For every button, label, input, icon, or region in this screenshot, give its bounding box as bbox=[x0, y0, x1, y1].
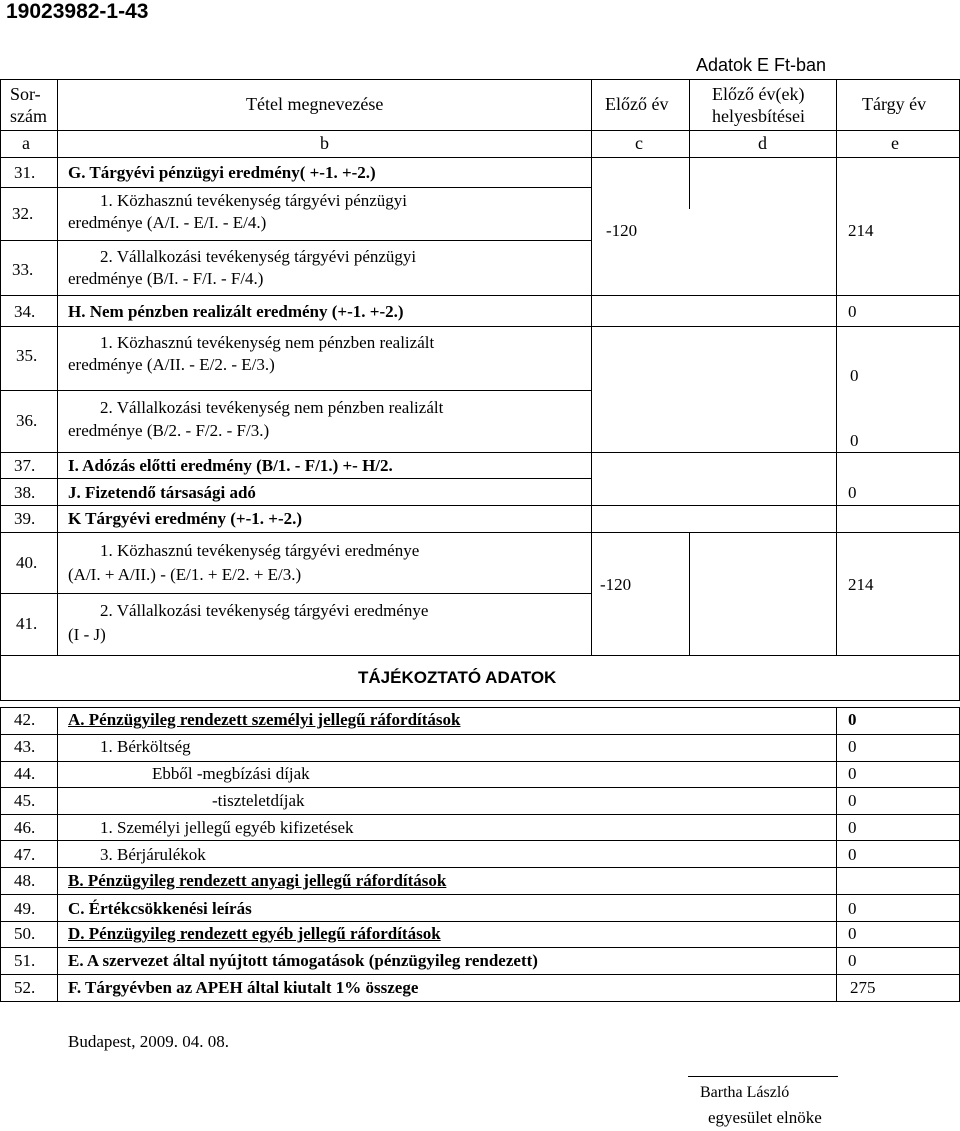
info-row-number: 44. bbox=[14, 764, 36, 783]
info-row-value: 0 bbox=[848, 791, 857, 810]
row-label: 1. Közhasznú tevékenység tárgyévi pénzügyi bbox=[100, 191, 408, 210]
info-row-value: 0 bbox=[848, 710, 857, 729]
header-col-b: Tétel megnevezése bbox=[246, 94, 384, 114]
info-section-title: TÁJÉKOZTATÓ ADATOK bbox=[358, 668, 557, 687]
info-row-number: 50. bbox=[14, 924, 36, 943]
row-label: 2. Vállalkozási tevékenység tárgyévi pénzügyi bbox=[100, 247, 417, 266]
header-letter-c: c bbox=[635, 133, 643, 153]
info-row-number: 48. bbox=[14, 871, 36, 890]
row-number: 36. bbox=[16, 411, 38, 430]
row-number: 37. bbox=[14, 456, 36, 475]
row-label: G. Tárgyévi pénzügyi eredmény( +-1. +-2.) bbox=[68, 163, 376, 182]
row-label: 2. Vállalkozási tevékenység nem pénzben realizált bbox=[100, 398, 444, 417]
row-value-current-year: 214 bbox=[848, 221, 874, 240]
row-label: H. Nem pénzben realizált eredmény (+-1. +-2.) bbox=[68, 302, 404, 321]
info-row-label: B. Pénzügyileg rendezett anyagi jellegű ráfordítások bbox=[68, 871, 447, 890]
info-row-number: 46. bbox=[14, 818, 36, 837]
units-note: Adatok E Ft-ban bbox=[696, 55, 827, 75]
signer-title: egyesület elnöke bbox=[708, 1108, 822, 1127]
row-label-cont: eredménye (B/2. - F/2. - F/3.) bbox=[68, 421, 270, 440]
row-label-cont: eredménye (A/II. - E/2. - E/3.) bbox=[68, 355, 275, 374]
document-id: 19023982-1-43 bbox=[6, 0, 149, 23]
header-letter-b: b bbox=[320, 133, 329, 153]
row-label: 2. Vállalkozási tevékenység tárgyévi eredménye bbox=[100, 601, 429, 620]
info-row-value: 0 bbox=[848, 845, 857, 864]
info-row-label: F. Tárgyévben az APEH által kiutalt 1% összege bbox=[68, 978, 419, 997]
row-number: 41. bbox=[16, 614, 38, 633]
row-label-cont: (I - J) bbox=[68, 625, 106, 644]
row-number: 32. bbox=[12, 204, 34, 223]
row-number: 34. bbox=[14, 302, 36, 321]
info-row-label: 1. Bérköltség bbox=[100, 737, 191, 756]
row-value-current-year: 214 bbox=[848, 575, 874, 594]
info-row-value: 0 bbox=[848, 899, 857, 918]
row-value-current-year: 0 bbox=[848, 483, 857, 502]
row-label: I. Adózás előtti eredmény (B/1. - F/1.) +- H/2. bbox=[68, 456, 393, 475]
row-label: 1. Közhasznú tevékenység tárgyévi eredménye bbox=[100, 541, 420, 560]
header-col-c: Előző év bbox=[605, 94, 669, 114]
signer-name: Bartha László bbox=[700, 1084, 790, 1101]
header-col-d-line2: helyesbítései bbox=[712, 106, 805, 126]
info-row-label: D. Pénzügyileg rendezett egyéb jellegű ráfordítások bbox=[68, 924, 441, 943]
info-row-number: 49. bbox=[14, 899, 36, 918]
header-col-a-line1: Sor- bbox=[10, 84, 41, 104]
row-label: 1. Közhasznú tevékenység nem pénzben realizált bbox=[100, 333, 435, 352]
row-value-current-year: 0 bbox=[850, 431, 859, 450]
info-row-value: 0 bbox=[848, 924, 857, 943]
header-col-e: Tárgy év bbox=[862, 94, 927, 114]
row-value-prev-year: -120 bbox=[600, 575, 632, 594]
row-value-current-year: 0 bbox=[848, 302, 857, 321]
row-label-cont: eredménye (A/I. - E/I. - E/4.) bbox=[68, 213, 267, 232]
header-col-a-line2: szám bbox=[10, 106, 47, 126]
row-number: 38. bbox=[14, 483, 36, 502]
header-letter-d: d bbox=[758, 133, 767, 153]
row-label-cont: (A/I. + A/II.) - (E/1. + E/2. + E/3.) bbox=[68, 565, 302, 584]
info-row-label: A. Pénzügyileg rendezett személyi jellegű ráfordítások bbox=[68, 710, 461, 729]
row-value-prev-year: -120 bbox=[606, 221, 638, 240]
info-row-number: 52. bbox=[14, 978, 36, 997]
row-number: 31. bbox=[14, 163, 36, 182]
info-row-value: 0 bbox=[848, 737, 857, 756]
row-value-current-year: 0 bbox=[850, 366, 859, 385]
row-label: J. Fizetendő társasági adó bbox=[68, 483, 256, 502]
info-row-number: 43. bbox=[14, 737, 36, 756]
header-letter-e: e bbox=[891, 133, 899, 153]
info-row-label: E. A szervezet által nyújtott támogatások (pénzügyileg rendezett) bbox=[68, 951, 538, 970]
info-row-label: -tiszteletdíjak bbox=[212, 791, 305, 810]
place-date: Budapest, 2009. 04. 08. bbox=[68, 1032, 230, 1051]
header-letter-a: a bbox=[22, 133, 30, 153]
row-label: K Tárgyévi eredmény (+-1. +-2.) bbox=[68, 509, 303, 528]
row-number: 33. bbox=[12, 260, 34, 279]
info-row-number: 51. bbox=[14, 951, 36, 970]
header-col-d-line1: Előző év(ek) bbox=[712, 84, 805, 104]
info-row-value: 275 bbox=[850, 978, 876, 997]
row-label-cont: eredménye (B/I. - F/I. - F/4.) bbox=[68, 269, 264, 288]
row-number: 35. bbox=[16, 346, 38, 365]
info-row-value: 0 bbox=[848, 764, 857, 783]
signature-line bbox=[688, 1076, 838, 1077]
row-number: 39. bbox=[14, 509, 36, 528]
info-row-number: 47. bbox=[14, 845, 36, 864]
row-number: 40. bbox=[16, 553, 38, 572]
info-row-value: 0 bbox=[848, 951, 857, 970]
info-row-number: 42. bbox=[14, 710, 36, 729]
info-row-label: 3. Bérjárulékok bbox=[100, 845, 206, 864]
info-row-label: Ebből -megbízási díjak bbox=[152, 764, 310, 783]
info-row-value: 0 bbox=[848, 818, 857, 837]
info-row-number: 45. bbox=[14, 791, 36, 810]
info-row-label: 1. Személyi jellegű egyéb kifizetések bbox=[100, 818, 354, 837]
info-row-label: C. Értékcsökkenési leírás bbox=[68, 899, 252, 918]
